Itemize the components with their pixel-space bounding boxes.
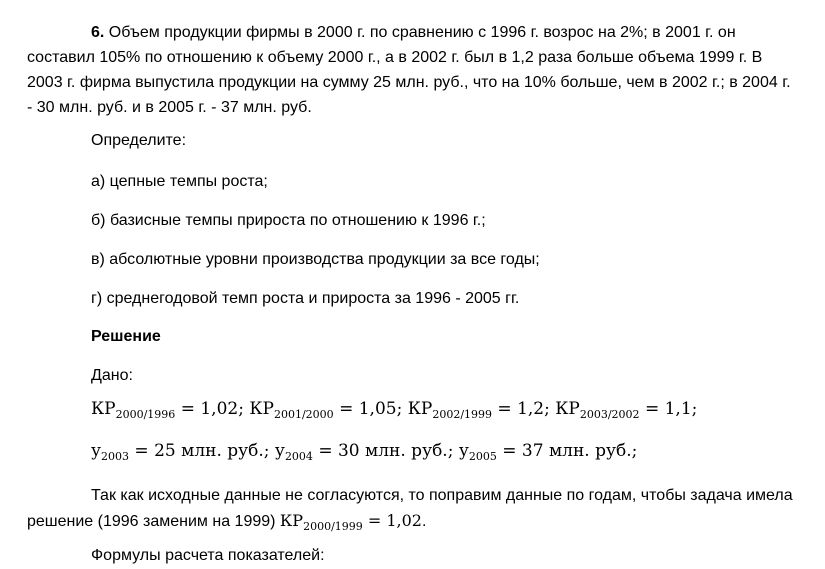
given-label: Дано:	[91, 367, 133, 384]
given-growth-coefficients	[91, 399, 697, 421]
problem-number: 6.	[91, 24, 105, 41]
coef-2003-2002: $КР_{2003/2002} = 1,1$;	[555, 399, 698, 421]
coef-2001-2000: $КР_{2001/2000} = 1,05$;	[249, 399, 408, 421]
task-item-b: б) базисные темпы прироста по отношению к 1996 г.;	[91, 212, 486, 229]
problem-statement	[27, 20, 797, 120]
task-item-a: а) цепные темпы роста;	[91, 173, 268, 190]
level-2004: $у_{2004} = 30$ млн. руб.;	[274, 441, 459, 463]
given-production-levels	[91, 441, 637, 463]
task-item-c: в) абсолютные уровни производства продукции за все годы;	[91, 251, 540, 268]
level-2005: $у_{2005} = 37$ млн. руб.;	[458, 441, 638, 463]
level-2003: $у_{2003} = 25$ млн. руб.;	[91, 441, 275, 463]
correction-text: Так как исходные данные не согласуются, то поправим данные по годам, чтобы задача имела решение (1996 заменим на 1999)	[27, 487, 793, 530]
formulas-heading: Формулы расчета показателей:	[91, 547, 325, 564]
coef-2000-1996: $КР_{2000/1996} = 1,02$;	[91, 399, 250, 421]
corrected-coefficient: $КР_{2000/1999} = 1,02$	[279, 511, 422, 533]
problem-text: Объем продукции фирмы в 2000 г. по сравнению с 1996 г. возрос на 2%; в 2001 г. он составил 105% по отношению к объему 2000 г., а в 2002 г. был в 1,2 раза больше объема 1999 г. В 2003 г. фирма выпустила продукции на сумму 25 млн. руб., что на 10% больше, чем в 2002 г.; в 2004 г. - 30 млн. руб. и в 2005 г. - 37 млн. руб.	[27, 24, 791, 116]
coef-2002-1999: $КР_{2002/1999} = 1,2$;	[407, 399, 556, 421]
task-item-d: г) среднегодовой темп роста и прироста за 1996 - 2005 гг.	[91, 290, 520, 307]
correction-note: Так как исходные данные не согласуются, то поправим данные по годам, чтобы задача имела решение (1996 заменим на 1999) $КР_{2000/1999} = 1,02$.	[27, 487, 793, 533]
task-heading: Определите:	[91, 132, 187, 149]
solution-heading: Решение	[91, 328, 161, 345]
